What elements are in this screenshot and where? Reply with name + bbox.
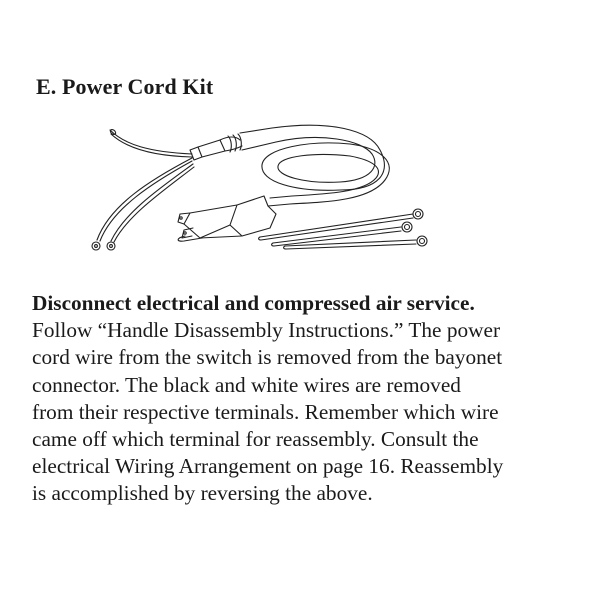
- power-cord-kit-illustration: [80, 110, 460, 280]
- instruction-line-bold: Disconnect electrical and compressed air service.: [32, 291, 475, 315]
- wire-leads-icon: [92, 158, 194, 250]
- stripped-wire-icon: [109, 129, 192, 157]
- instruction-line: came off which terminal for reassembly. Consult the: [32, 427, 479, 452]
- section-heading: E. Power Cord Kit: [36, 74, 214, 99]
- cable-ties-icon: [259, 209, 427, 249]
- instruction-line: Follow “Handle Disassembly Instructions.” The power: [32, 318, 501, 343]
- instruction-paragraph: [32, 290, 592, 508]
- instruction-line: cord wire from the switch is removed from the bayonet: [32, 345, 503, 370]
- cord-loop-icon: [262, 125, 389, 206]
- instruction-line: is accomplished by reversing the above.: [32, 481, 373, 506]
- strain-relief-icon: [190, 128, 276, 160]
- instruction-line: connector. The black and white wires are removed: [32, 372, 461, 397]
- plug-icon: [178, 196, 276, 241]
- instruction-line: electrical Wiring Arrangement on page 16. Reassembly: [32, 454, 504, 479]
- instruction-line: from their respective terminals. Remember which wire: [32, 399, 499, 424]
